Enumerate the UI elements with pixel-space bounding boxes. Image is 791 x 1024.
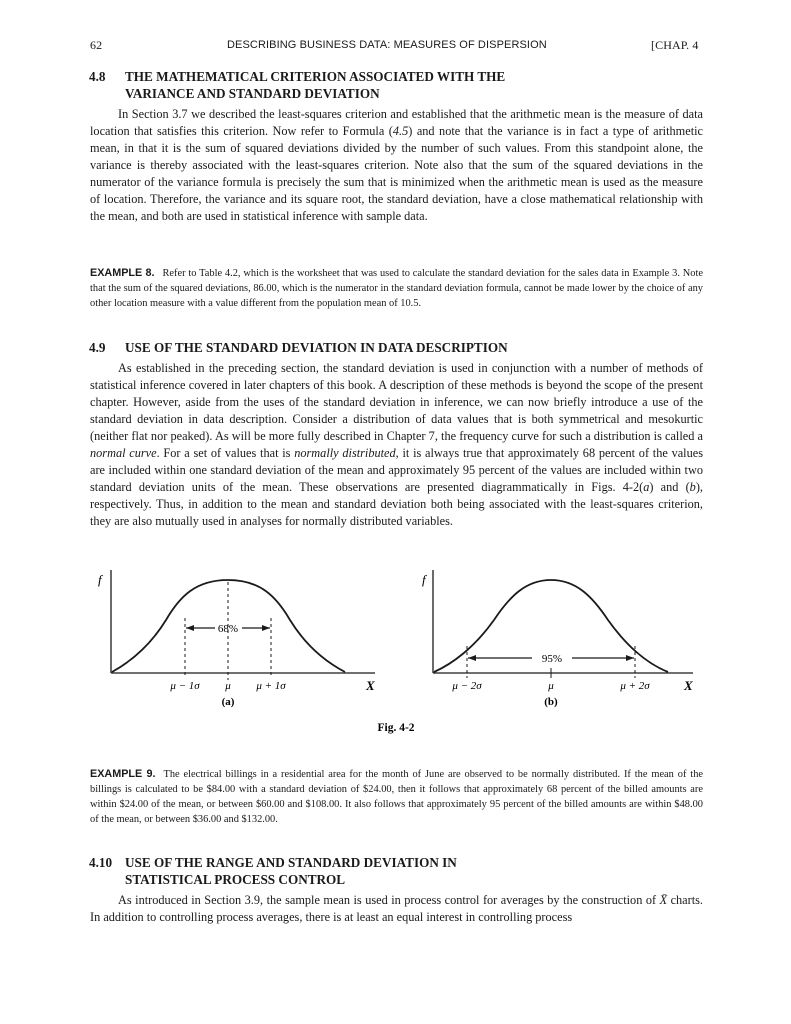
percent-label: 95%	[541, 653, 563, 665]
arrowhead-left	[186, 625, 194, 631]
arrowhead-right	[262, 625, 270, 631]
tick-label-right: μ + 1σ	[256, 680, 286, 692]
section-heading-4-9	[89, 339, 709, 356]
section-title-line2: STATISTICAL PROCESS CONTROL	[125, 872, 346, 887]
arrowhead-left	[468, 655, 476, 661]
percent-label: 68%	[217, 623, 239, 635]
example-label: EXAMPLE 8.	[90, 267, 155, 279]
section-number: 4.9	[89, 340, 106, 355]
section-heading-4-10	[89, 854, 709, 888]
tick-label-right: μ + 2σ	[620, 680, 650, 692]
panel-label: (a)	[221, 696, 235, 708]
section-title-line1: THE MATHEMATICAL CRITERION ASSOCIATED WITH THE	[125, 69, 506, 84]
section-title-line1: USE OF THE RANGE AND STANDARD DEVIATION IN	[125, 855, 457, 870]
figure-panel-b	[422, 570, 693, 708]
example-9	[90, 767, 703, 827]
figure-caption: Fig. 4-2	[377, 722, 415, 734]
figure-4-2	[0, 560, 791, 740]
tick-label-left: μ − 2σ	[452, 680, 482, 692]
section-heading-4-8	[89, 68, 709, 102]
panel-label: (b)	[544, 696, 558, 708]
x-axis-label: X	[366, 678, 375, 693]
running-title: DESCRIBING BUSINESS DATA: MEASURES OF DISPERSION	[227, 39, 547, 51]
paragraph-4-8: In Section 3.7 we described the least-squares criterion and established that the arithmetic mean is the measure of data location that satisfies this criterion. Now refer to Formula (4.5) and note that the variance is in fact a type of arithmetic mean, in that it is the sum of squared deviations divided by the number of such values. From this standpoint alone, the variance is thereby associated with the least-squares criterion. Note also that the sum of the squared deviations in the numerator of the variance formula is precisely the sum that is minimized when the arithmetic mean is used as the measure of location. Therefore, the variance and its square root, the standard deviation, have a close mathematical relationship with the mean, and both are used in statistical inference with sample data.	[90, 107, 703, 223]
example-text: Refer to Table 4.2, which is the worksheet that was used to calculate the standard deviation for the sales data in Example 3. Note that the sum of the squared deviations, 86.00, which is the numerator in the standard deviation formula, cannot be made lower by the choice of any other location measure with a value different from the population mean of 10.5.	[90, 268, 703, 309]
y-axis-label: f	[422, 572, 426, 587]
section-title: USE OF THE STANDARD DEVIATION IN DATA DESCRIPTION	[125, 340, 508, 355]
chapter-label: [CHAP. 4	[651, 38, 699, 52]
arrowhead-right	[626, 655, 634, 661]
y-axis-label: f	[98, 572, 102, 587]
section-number: 4.10	[89, 855, 113, 870]
example-8	[90, 266, 703, 311]
section-number: 4.8	[89, 69, 106, 84]
page-number: 62	[90, 38, 103, 52]
example-label: EXAMPLE 9.	[90, 768, 156, 780]
section-title-line2: VARIANCE AND STANDARD DEVIATION	[125, 86, 380, 101]
tick-label-mean: μ	[548, 680, 554, 692]
figure-panel-a	[98, 570, 375, 708]
tick-label-left: μ − 1σ	[170, 680, 200, 692]
example-text: The electrical billings in a residential area for the month of June are observed to be normally distributed. If the mean of the billings is calculated to be $84.00 with a standard deviation of $24.00, then it follows that approximately 68 percent of the billed amounts are within $24.00 of the mean, or between $60.00 and $108.00. It also follows that approximately 95 percent of the billed amounts are within $48.00 of the mean, or between $36.00 and $132.00.	[90, 769, 703, 825]
tick-label-mean: μ	[225, 680, 231, 692]
x-axis-label: X	[684, 678, 693, 693]
paragraph-4-10: As introduced in Section 3.9, the sample mean is used in process control for averages by the construction of X̄ charts. In addition to controlling process averages, there is at least an equal interest in controlling process	[90, 893, 703, 924]
paragraph-4-9: As established in the preceding section, the standard deviation is used in conjunction with a number of methods of statistical inference covered in later chapters of this book. A description of these methods is beyond the scope of the present chapter. However, aside from the uses of the standard deviation in inference, we can now briefly introduce a use of the standard deviation in data description. Consider a distribution of data values that is both symmetrical and mesokurtic (neither flat nor peaked). As will be more fully described in Chapter 7, the frequency curve for such a distribution is called a normal curve. For a set of values that is normally distributed, it is always true that approximately 68 percent of the values are included within one standard deviation of the mean and approximately 95 percent of the values are included within two standard deviation units of the mean. These observations are presented diagrammatically in Figs. 4-2(a) and (b), respectively. Thus, in addition to the mean and standard deviation both being associated with the least-squares criterion, they are also mutually used in analyses for normally distributed variables.	[90, 361, 703, 528]
